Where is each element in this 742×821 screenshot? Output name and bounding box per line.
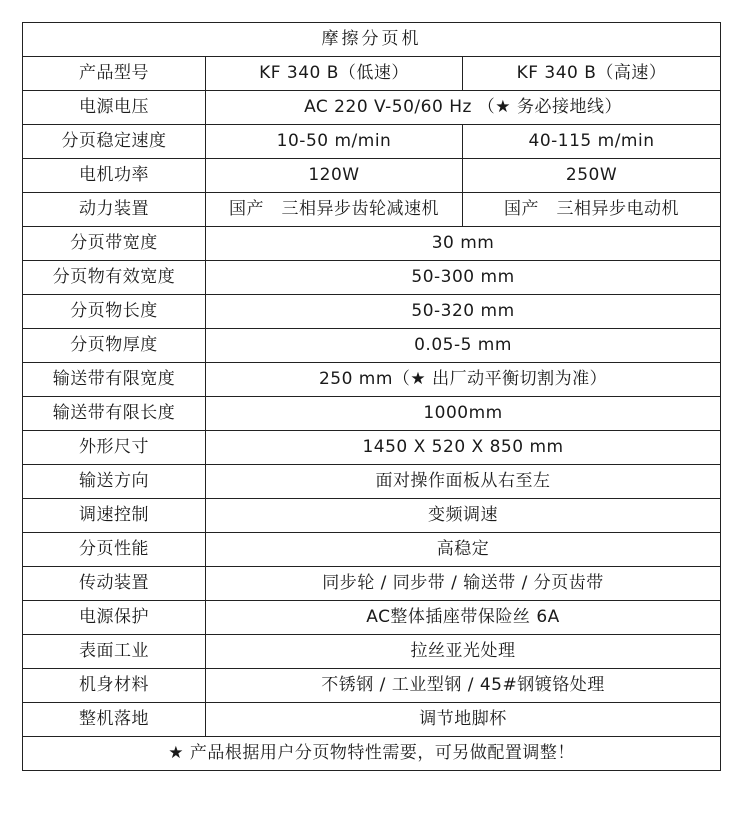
spec-row-motor-power	[23, 159, 721, 193]
spec-value: 1000mm	[206, 397, 721, 431]
spec-label: 调速控制	[23, 499, 206, 533]
spec-label: 电机功率	[23, 159, 206, 193]
spec-value-high-speed: 40-115 m/min	[463, 125, 721, 159]
spec-value: 调节地脚杯	[206, 703, 721, 737]
spec-label: 整机落地	[23, 703, 206, 737]
spec-label: 分页稳定速度	[23, 125, 206, 159]
spec-row	[23, 295, 721, 329]
spec-value-low-speed: KF 340 B（低速）	[206, 57, 463, 91]
spec-row	[23, 635, 721, 669]
spec-value: 面对操作面板从右至左	[206, 465, 721, 499]
spec-label: 机身材料	[23, 669, 206, 703]
spec-row	[23, 363, 721, 397]
spec-label: 分页带宽度	[23, 227, 206, 261]
spec-value-high-speed: 国产 三相异步电动机	[463, 193, 721, 227]
spec-label: 分页物有效宽度	[23, 261, 206, 295]
spec-label: 分页物厚度	[23, 329, 206, 363]
spec-row	[23, 533, 721, 567]
spec-label: 动力装置	[23, 193, 206, 227]
table-title: 摩擦分页机	[23, 23, 721, 57]
spec-row-power-supply	[23, 91, 721, 125]
spec-label: 外形尺寸	[23, 431, 206, 465]
spec-value-low-speed: 120W	[206, 159, 463, 193]
spec-row	[23, 465, 721, 499]
spec-label: 分页物长度	[23, 295, 206, 329]
spec-value: 变频调速	[206, 499, 721, 533]
spec-value: 1450 X 520 X 850 mm	[206, 431, 721, 465]
spec-row	[23, 669, 721, 703]
spec-row-paging-speed	[23, 125, 721, 159]
footer-note: ★ 产品根据用户分页物特性需要，可另做配置调整！	[23, 737, 721, 771]
spec-row	[23, 397, 721, 431]
spec-row	[23, 567, 721, 601]
spec-value: AC整体插座带保险丝 6A	[206, 601, 721, 635]
spec-table	[22, 22, 721, 771]
spec-label: 产品型号	[23, 57, 206, 91]
spec-row-drive-unit	[23, 193, 721, 227]
spec-value: 250 mm（★ 出厂动平衡切割为准）	[206, 363, 721, 397]
spec-row	[23, 431, 721, 465]
spec-value: 0.05-5 mm	[206, 329, 721, 363]
spec-value-low-speed: 10-50 m/min	[206, 125, 463, 159]
spec-label: 分页性能	[23, 533, 206, 567]
spec-value-high-speed: KF 340 B（高速）	[463, 57, 721, 91]
spec-value-low-speed: 国产 三相异步齿轮减速机	[206, 193, 463, 227]
spec-value: 50-320 mm	[206, 295, 721, 329]
spec-value: 30 mm	[206, 227, 721, 261]
spec-value: 同步轮 / 同步带 / 输送带 / 分页齿带	[206, 567, 721, 601]
spec-row-model	[23, 57, 721, 91]
spec-value: 不锈钢 / 工业型钢 / 45#钢镀铬处理	[206, 669, 721, 703]
footer-row	[23, 737, 721, 771]
spec-label: 输送带有限长度	[23, 397, 206, 431]
spec-label: 电源电压	[23, 91, 206, 125]
spec-row	[23, 499, 721, 533]
spec-row	[23, 601, 721, 635]
spec-label: 输送方向	[23, 465, 206, 499]
spec-value: 高稳定	[206, 533, 721, 567]
spec-row	[23, 329, 721, 363]
title-row	[23, 23, 721, 57]
spec-label: 传动装置	[23, 567, 206, 601]
spec-row	[23, 227, 721, 261]
spec-value: 50-300 mm	[206, 261, 721, 295]
spec-label: 电源保护	[23, 601, 206, 635]
spec-row	[23, 703, 721, 737]
spec-value: 拉丝亚光处理	[206, 635, 721, 669]
spec-value-high-speed: 250W	[463, 159, 721, 193]
spec-row	[23, 261, 721, 295]
spec-value: AC 220 V-50/60 Hz （★ 务必接地线）	[206, 91, 721, 125]
spec-label: 输送带有限宽度	[23, 363, 206, 397]
spec-label: 表面工业	[23, 635, 206, 669]
